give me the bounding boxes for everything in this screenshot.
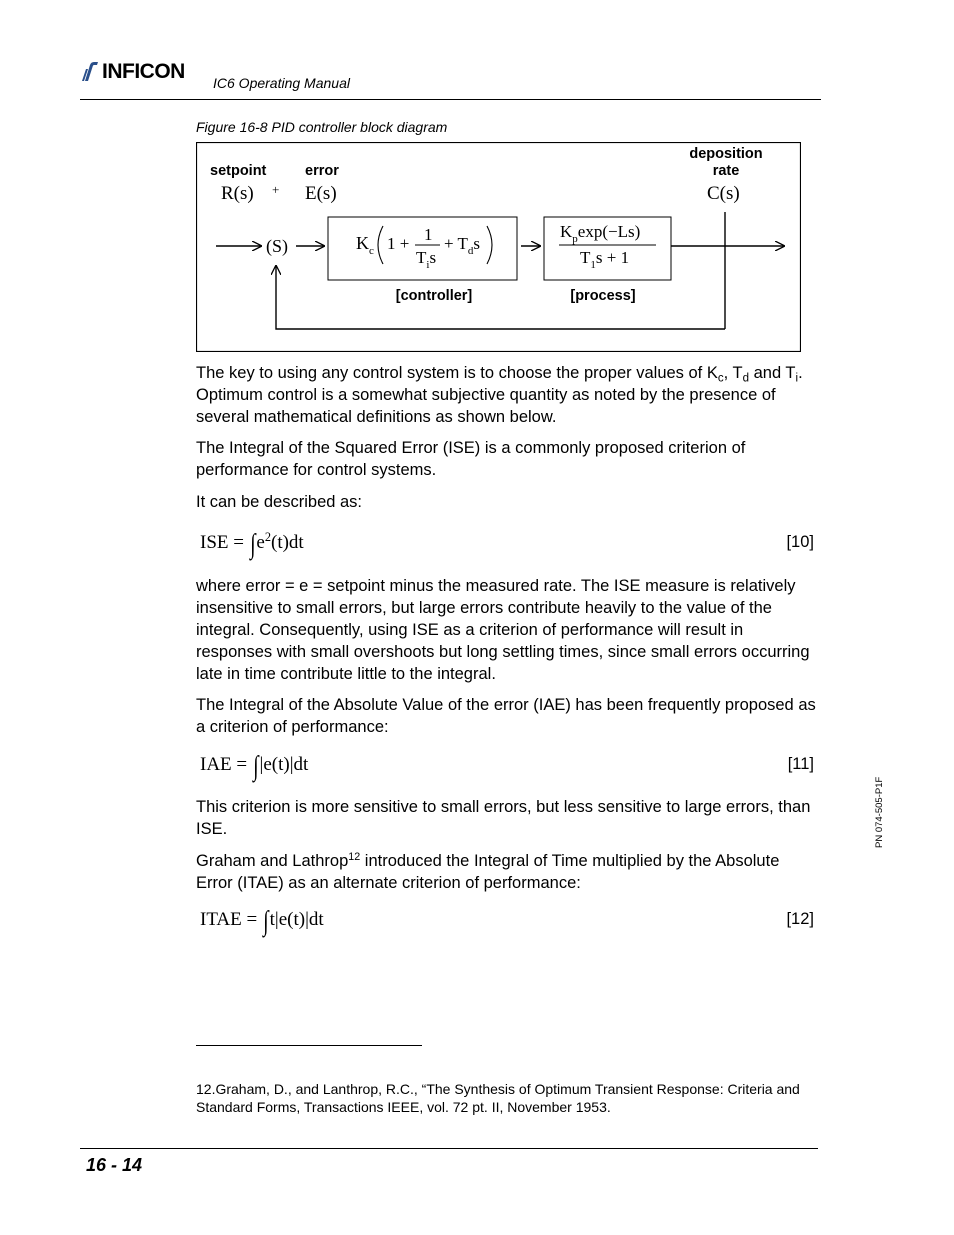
- c-s-label: C(s): [707, 183, 740, 204]
- r-s-label: R(s): [221, 183, 254, 204]
- process-num: $K_p\exp(-Ls)$: [560, 222, 641, 245]
- process-den: $T_1s + 1$: [580, 248, 630, 271]
- deposition-label: deposition: [689, 146, 763, 162]
- equation-ise: [196, 529, 816, 559]
- controller-kc: $K_c$: [356, 233, 374, 257]
- inficon-logo-icon: [82, 61, 100, 83]
- equation-ise-formula: ISE = $\int e^2(t)dt$: [200, 529, 304, 560]
- controller-caption: [controller]: [395, 288, 473, 304]
- manual-title: IC6 Operating Manual: [213, 75, 350, 91]
- controller-td: + $T_ds$: [444, 234, 481, 257]
- summing-node: (S): [266, 236, 288, 256]
- figure-caption: Figure 16-8 PID controller block diagram: [196, 119, 448, 135]
- side-part-number: PN 074-505-P1F: [874, 776, 885, 848]
- error-label: error: [305, 163, 339, 179]
- e-s-label: E(s): [305, 183, 337, 204]
- header-rule: [80, 99, 821, 100]
- pid-block-diagram: [196, 142, 801, 352]
- setpoint-label: setpoint: [210, 163, 267, 179]
- equation-itae-formula: ITAE = ∫t|e(t)|dt: [200, 906, 324, 937]
- plus-sign: +: [272, 182, 280, 197]
- equation-iae: [196, 751, 816, 781]
- footer-rule: [80, 1148, 818, 1149]
- equation-iae-number: [11]: [787, 755, 814, 773]
- equation-itae: [196, 906, 816, 936]
- process-caption: [process]: [570, 288, 636, 304]
- page-number: 16 - 14: [86, 1155, 143, 1175]
- paragraph-iae-detail: This criterion is more sensitive to small errors, but less sensitive to large errors, than ISE.: [196, 798, 811, 838]
- controller-den: $T_is$: [416, 248, 437, 271]
- footnote-rule: [196, 1045, 422, 1046]
- equation-ise-number: [10]: [786, 533, 814, 551]
- rate-label: rate: [712, 163, 740, 179]
- equation-iae-formula: IAE = ∫|e(t)|dt: [200, 751, 309, 782]
- paragraph-iae-intro: The Integral of the Absolute Value of the error (IAE) has been frequently proposed as a criterion of performance:: [196, 696, 816, 736]
- equation-itae-number: [12]: [786, 910, 814, 928]
- paragraph-ise-detail: where error = e = setpoint minus the measured rate. The ISE measure is relatively insensitive to small errors, but large errors contribute heavily to the value of the integral. Consequently, using ISE as a criterion of performance will result in responses with small overshoots but long settling times, since small errors occurring late in time contribute little to the integral.: [196, 577, 810, 683]
- controller-one-plus: 1 +: [387, 234, 410, 253]
- paragraph-key-values: The key to using any control system is to choose the proper values of $K_c$, $T_d$ and $T_i$. Optimum control is a somewhat subjective quantity as noted by the presence of several mathematical definitions as shown below.: [196, 364, 803, 426]
- inficon-logo: [82, 60, 185, 84]
- paragraph-itae-intro: Graham and Lathrop$^{12}$ introduced the Integral of Time multiplied by the Absolute Error (ITAE) as an alternate criterion of performance:: [196, 851, 780, 892]
- footnote: 12.Graham, D., and Lanthrop, R.C., “The Synthesis of Optimum Transient Response: Criteria and Standard Forms, Transactions IEEE, vol. 72 pt. II, November 1953.: [196, 1081, 800, 1115]
- paragraph-ise-intro: The Integral of the Squared Error (ISE) is a commonly proposed criterion of performance for control systems.: [196, 439, 746, 479]
- paragraph-described: It can be described as:: [196, 493, 363, 511]
- logo-text: INFICON: [102, 60, 185, 83]
- controller-num: 1: [424, 225, 433, 244]
